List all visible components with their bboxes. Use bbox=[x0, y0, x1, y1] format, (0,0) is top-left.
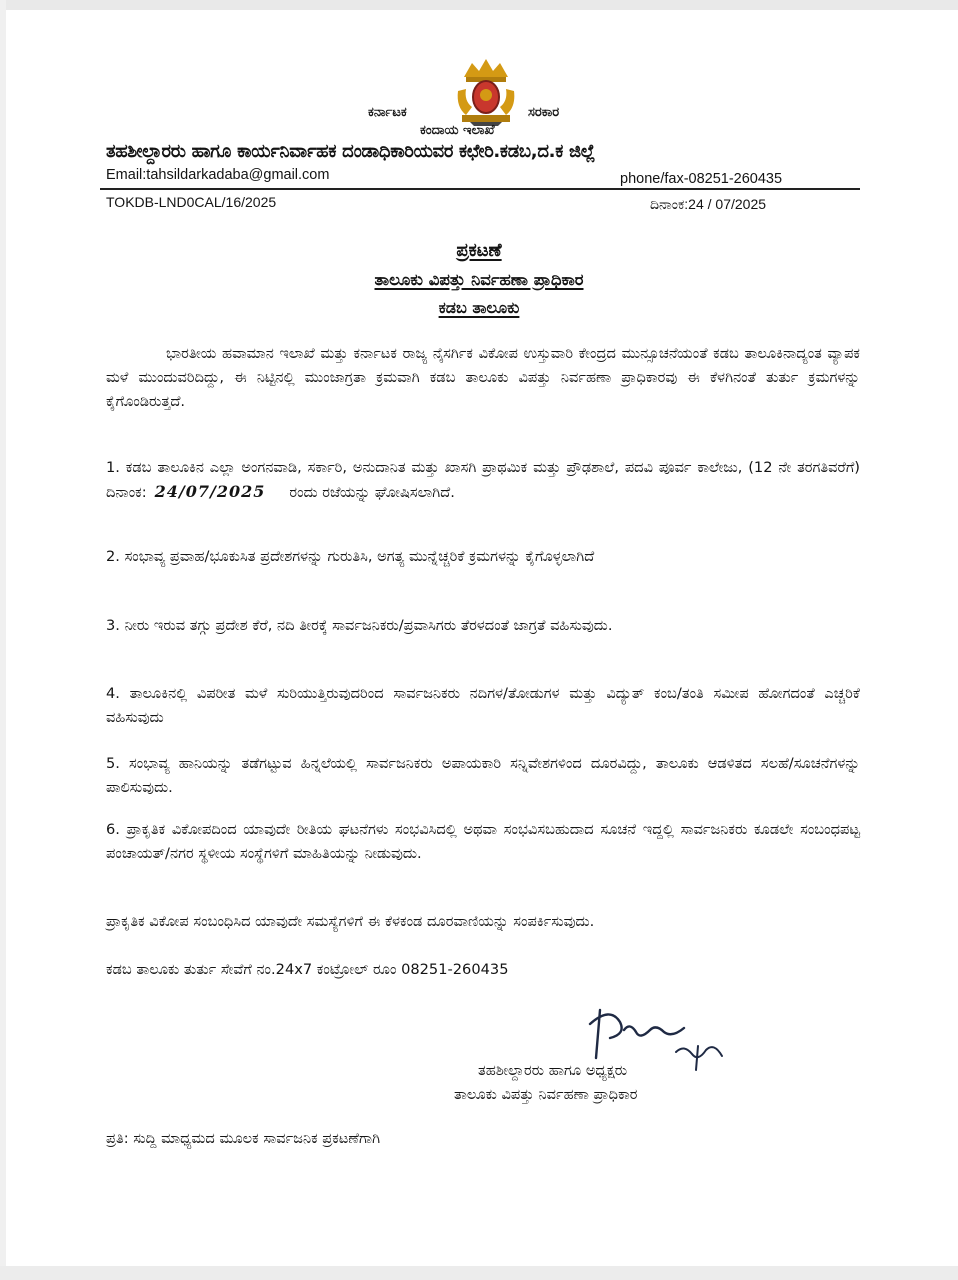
handwritten-date: 24/07/2025 bbox=[154, 482, 266, 501]
intro-paragraph: ಭಾರತೀಯ ಹವಾಮಾನ ಇಲಾಖೆ ಮತ್ತು ಕರ್ನಾಟಕ ರಾಜ್ಯ ನೈಸರ್ಗಿಕ ವಿಕೋಪ ಉಸ್ತುವಾರಿ ಕೇಂದ್ರದ ಮುನ್ಸೂಚನೆಯಂತೆ ಕಡಬ ತಾಲೂಕಿನಾದ್ಯಂತ ವ್ಯಾಪಕ ಮಳೆ ಮುಂದುವರಿದಿದ್ದು, ಈ ನಿಟ್ಟಿನಲ್ಲಿ ಮುಂಜಾಗ್ರತಾ ಕ್ರಮವಾಗಿ ಕಡಬ ತಾಲೂಕು ವಿಪತ್ತು ನಿರ್ವಹಣಾ ಪ್ರಾಧಿಕಾರವು ಈ ಕೆಳಗಿನಂತೆ ತುರ್ತು ಕ್ರಮಗಳನ್ನು ಕೈಗೊಂಡಿರುತ್ತದೆ. bbox=[106, 345, 860, 410]
signatory-title: ತಹಶೀಲ್ದಾರರು ಹಾಗೂ ಅಧ್ಯಕ್ಷರು bbox=[478, 1062, 628, 1079]
helpline-line: ಕಡಬ ತಾಲೂಕು ತುರ್ತು ಸೇವೆಗೆ ನಂ.24x7 ಕಂಟ್ರೋಲ್ ರೂಂ 08251-260435 bbox=[106, 961, 509, 978]
office-title: ತಹಶೀಲ್ದಾರರು ಹಾಗೂ ಕಾರ್ಯನಿರ್ವಾಹಕ ದಂಡಾಧಿಕಾರಿಯವರ ಕಛೇರಿ.ಕಡಬ,ದ.ಕ ಜಿಲ್ಲೆ bbox=[106, 141, 595, 162]
notice-heading: ಪ್ರಕಟಣೆ bbox=[456, 240, 502, 261]
date-value: 24 / 07/2025 bbox=[688, 196, 767, 212]
department-label: ಕಂದಾಯ ಇಲಾಖೆ bbox=[420, 123, 495, 138]
phone-fax: phone/fax-08251-260435 bbox=[620, 171, 783, 187]
point-3: 3. ನೀರು ಇರುವ ತಗ್ಗು ಪ್ರದೇಶ ಕೆರೆ, ನದಿ ತೀರಕ್ಕೆ ಸಾರ್ವಜನಿಕರು/ಪ್ರವಾಸಿಗರು ತೆರಳದಂತೆ ಜಾಗ್ರತೆ ವಹಿಸುವುದು. bbox=[106, 617, 613, 634]
point-4: 4. ತಾಲೂಕಿನಲ್ಲಿ ವಿಪರೀತ ಮಳೆ ಸುರಿಯುತ್ತಿರುವುದರಿಂದ ಸಾರ್ವಜನಿಕರು ನದಿಗಳ/ತೋಡುಗಳ ಮತ್ತು ವಿದ್ಯುತ್ ಕಂಬ/ತಂತಿ ಸಮೀಪ ಹೋಗದಂತೆ ಎಚ್ಚರಿಕೆ ವಹಿಸುವುದು bbox=[106, 685, 860, 726]
state-label: ಕರ್ನಾಟಕ bbox=[368, 105, 407, 120]
karnataka-emblem-icon bbox=[452, 55, 520, 127]
email-address: Email:tahsildarkadaba@gmail.com bbox=[106, 167, 330, 183]
contact-paragraph: ಪ್ರಾಕೃತಿಕ ವಿಕೋಪ ಸಂಬಂಧಿಸಿದ ಯಾವುದೇ ಸಮಸ್ಯೆಗಳಿಗೆ ಈ ಕೆಳಕಂಡ ದೂರವಾಣಿಯನ್ನು ಸಂಪರ್ಕಿಸುವುದು. bbox=[106, 913, 595, 930]
scan-edge-top bbox=[0, 0, 958, 10]
government-label: ಸರಕಾರ bbox=[528, 105, 560, 120]
point-1-text: 1. ಕಡಬ ತಾಲೂಕಿನ ಎಲ್ಲಾ ಅಂಗನವಾಡಿ, ಸರ್ಕಾರಿ, ಅನುದಾನಿತ ಮತ್ತು ಖಾಸಗಿ ಪ್ರಾಥಮಿಕ ಮತ್ತು ಪ್ರೌಢಶಾಲೆ, ಪದವಿ ಪೂರ್ವ ಕಾಲೇಜು, (12 ನೇ ತರಗತಿವರೆಗೆ) ದಿನಾಂಕ: bbox=[106, 459, 860, 501]
point-6: 6. ಪ್ರಾಕೃತಿಕ ವಿಕೋಪದಿಂದ ಯಾವುದೇ ರೀತಿಯ ಘಟನೆಗಳು ಸಂಭವಿಸಿದಲ್ಲಿ ಅಥವಾ ಸಂಭವಿಸಬಹುದಾದ ಸೂಚನೆ ಇದ್ದಲ್ಲಿ ಸಾರ್ವಜನಿಕರು ಕೂಡಲೇ ಸಂಬಂಧಪಟ್ಟ ಪಂಚಾಯತ್/ನಗರ ಸ್ಥಳೀಯ ಸಂಸ್ಥೆಗಳಿಗೆ ಮಾಹಿತಿಯನ್ನು ನೀಡುವುದು. bbox=[106, 821, 860, 862]
taluk-title: ಕಡಬ ತಾಲೂಕು bbox=[438, 298, 520, 317]
authority-title: ತಾಲೂಕು ವಿಪತ್ತು ನಿರ್ವಹಣಾ ಪ್ರಾಧಿಕಾರ bbox=[374, 270, 584, 289]
point-1-text-end: ರಂದು ರಜೆಯನ್ನು ಘೋಷಿಸಲಾಗಿದೆ. bbox=[289, 484, 455, 501]
reference-number: TOKDB-LND0CAL/16/2025 bbox=[106, 194, 277, 210]
header-divider bbox=[100, 188, 860, 190]
point-2: 2. ಸಂಭಾವ್ಯ ಪ್ರವಾಹ/ಭೂಕುಸಿತ ಪ್ರದೇಶಗಳನ್ನು ಗುರುತಿಸಿ, ಅಗತ್ಯ ಮುನ್ನೆಚ್ಚರಿಕೆ ಕ್ರಮಗಳನ್ನು ಕೈಗೊಳ್ಳಲಾಗಿದೆ bbox=[106, 548, 595, 565]
point-1 bbox=[106, 456, 860, 505]
scan-edge-left bbox=[0, 0, 6, 1280]
scan-edge-bottom bbox=[0, 1266, 958, 1280]
signatory-authority: ತಾಲೂಕು ವಿಪತ್ತು ನಿರ್ವಹಣಾ ಪ್ರಾಧಿಕಾರ bbox=[454, 1086, 638, 1103]
point-5: 5. ಸಂಭಾವ್ಯ ಹಾನಿಯನ್ನು ತಡೆಗಟ್ಟುವ ಹಿನ್ನಲೆಯಲ್ಲಿ ಸಾರ್ವಜನಿಕರು ಅಪಾಯಕಾರಿ ಸನ್ನಿವೇಶಗಳಿಂದ ದೂರವಿದ್ದು, ತಾಲೂಕು ಆಡಳಿತದ ಸಲಹೆ/ಸೂಚನೆಗಳನ್ನು ಪಾಲಿಸುವುದು. bbox=[106, 755, 860, 796]
copy-to: ಪ್ರತಿ: ಸುದ್ದಿ ಮಾಧ್ಯಮದ ಮೂಲಕ ಸಾರ್ವಜನಿಕ ಪ್ರಕಟಣೆಗಾಗಿ bbox=[106, 1130, 381, 1147]
letter-date bbox=[650, 196, 766, 213]
date-label: ದಿನಾಂಕ: bbox=[650, 196, 689, 212]
